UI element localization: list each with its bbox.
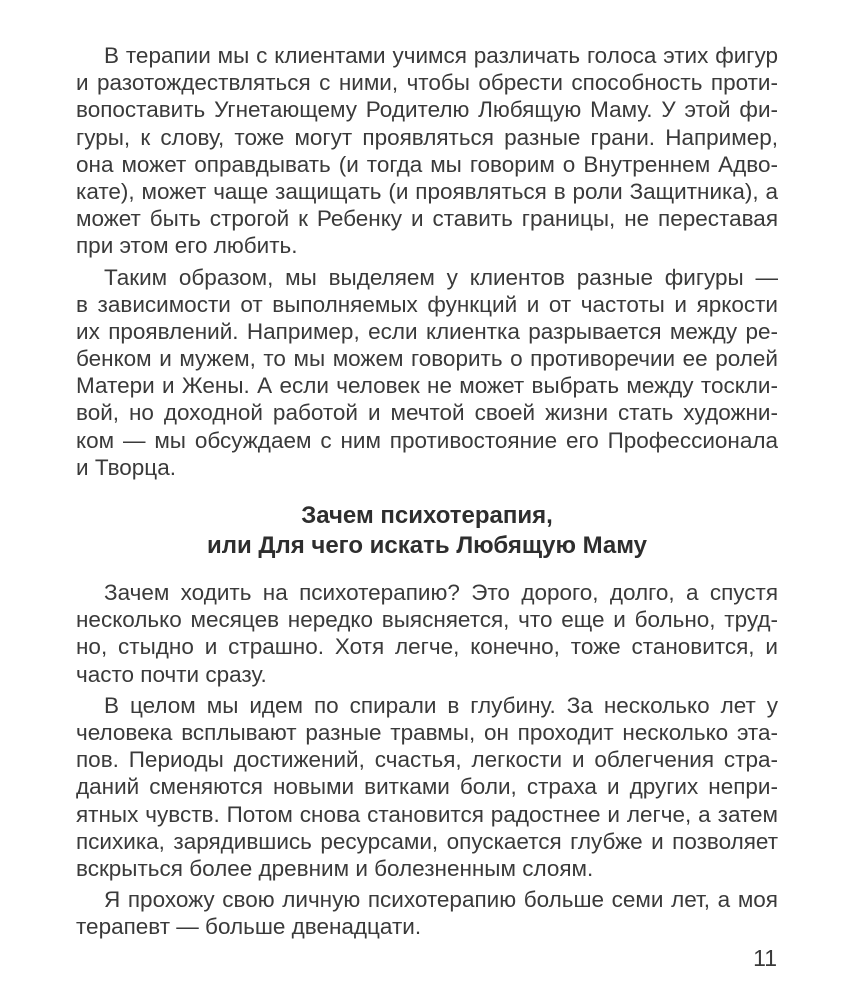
text-line: несколько месяцев нередко выясняется, что еще и больно, труд- bbox=[76, 607, 778, 633]
text-line: их проявлений. Например, если клиентка разрывается между ре- bbox=[76, 318, 778, 344]
book-page bbox=[76, 42, 778, 944]
text-line: В целом мы идем по спирали в глубину. За несколько лет у bbox=[104, 692, 778, 718]
text-line: при этом его любить. bbox=[76, 233, 298, 259]
text-line: вой, но доходной работой и мечтой своей жизни стать художни- bbox=[76, 400, 778, 426]
section-heading bbox=[76, 501, 778, 561]
text-line: терапевт — больше двенадцати. bbox=[76, 914, 422, 940]
text-line: вскрыться более древним и болезненным слоям. bbox=[76, 855, 594, 881]
text-line: Я прохожу свою личную психотерапию больше семи лет, а моя bbox=[104, 887, 778, 913]
text-line: часто почти сразу. bbox=[76, 661, 267, 687]
text-line: в зависимости от выполняемых функций и от частоты и яркости bbox=[76, 291, 778, 317]
text-line: Таким образом, мы выделяем у клиентов разные фигуры — bbox=[104, 264, 778, 290]
text-line: и разотождествляться с ними, чтобы обрести способность проти- bbox=[76, 70, 778, 96]
text-line: вопоставить Угнетающему Родителю Любящую Маму. У этой фи- bbox=[76, 97, 778, 123]
paragraph-roles bbox=[76, 264, 778, 482]
paragraph-spiral bbox=[76, 692, 778, 882]
text-line: но, стыдно и страшно. Хотя легче, конечно, тоже становится, и bbox=[76, 634, 778, 660]
text-line: ятных чувств. Потом снова становится радостнее и легче, а затем bbox=[76, 801, 778, 827]
text-line: может быть строгой к Ребенку и ставить границы, не переставая bbox=[76, 206, 778, 232]
text-line: пов. Периоды достижений, счастья, легкости и облегчения стра- bbox=[76, 747, 778, 773]
paragraph-figures bbox=[76, 42, 778, 260]
text-line: Зачем ходить на психотерапию? Это дорого, долго, а спустя bbox=[104, 580, 778, 605]
text-line: психика, зарядившись ресурсами, опускается глубже и позволяет bbox=[76, 828, 778, 854]
text-line: В терапии мы с клиентами учимся различать голоса этих фигур bbox=[104, 43, 778, 68]
paragraph-personal bbox=[76, 886, 778, 940]
text-line: она может оправдывать (и тогда мы говорим о Внутреннем Адво- bbox=[76, 151, 778, 177]
text-line: даний сменяются новыми витками боли, страха и других непри- bbox=[76, 774, 778, 800]
section-heading-line-2: или Для чего искать Любящую Маму bbox=[206, 532, 648, 559]
text-line: гуры, к слову, тоже могут проявляться разные грани. Например, bbox=[76, 124, 778, 150]
text-line: ком — мы обсуждаем с ним противостояние его Профессионала bbox=[76, 427, 778, 453]
text-line: Матери и Жены. А если человек не может выбрать между тоскли- bbox=[76, 373, 778, 399]
text-line: и Творца. bbox=[76, 454, 176, 480]
text-line: кате), может чаще защищать (и проявляться в роли Защитника), а bbox=[76, 178, 778, 204]
text-line: человека всплывают разные травмы, он проходит несколько эта- bbox=[76, 719, 778, 745]
text-line: бенком и мужем, то мы можем говорить о противоречии ее ролей bbox=[76, 346, 778, 372]
page-number: 11 bbox=[753, 945, 777, 971]
section-heading-line-1: Зачем психотерапия, bbox=[301, 502, 553, 529]
paragraph-why-therapy bbox=[76, 579, 778, 688]
